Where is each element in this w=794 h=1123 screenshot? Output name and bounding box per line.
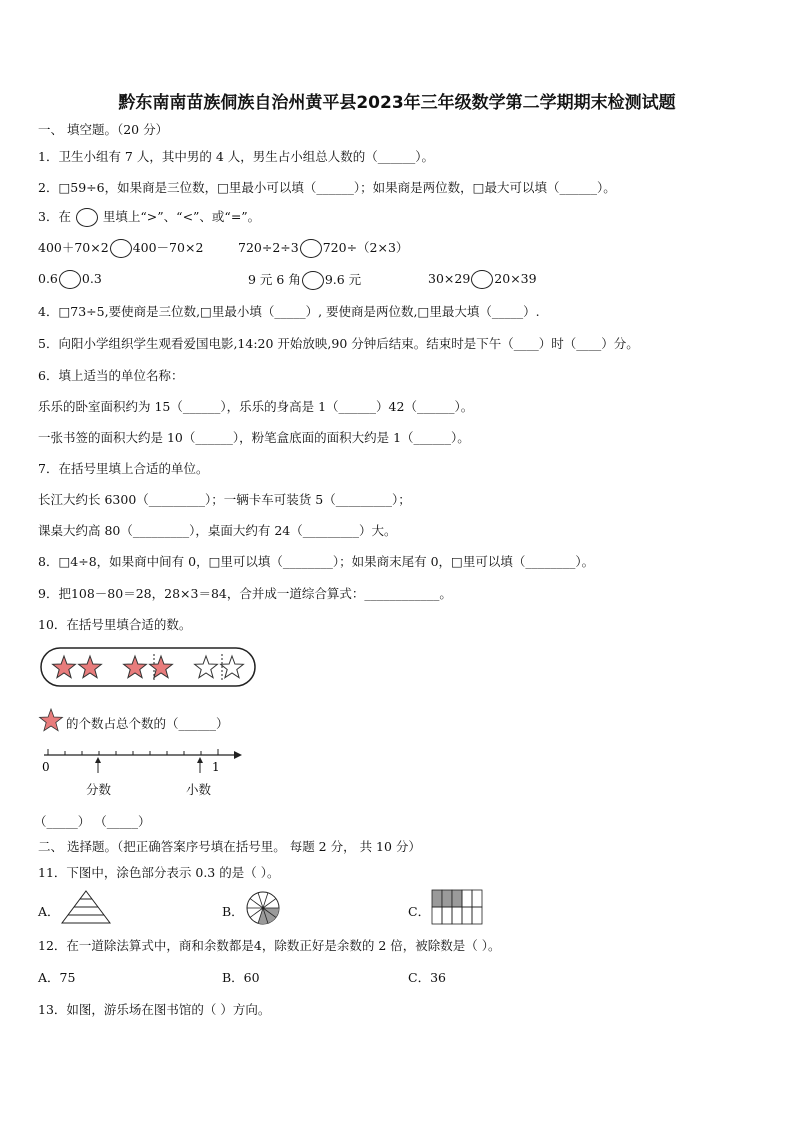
q11-option-b-label: B． xyxy=(222,904,244,919)
empty-star-icon xyxy=(195,656,218,678)
number-line-label-fraction: 分数 xyxy=(86,782,112,797)
number-line-one: 1 xyxy=(212,760,220,774)
question-12: 12．在一道除法算式中，商和余数都是4，除数正好是余数的 2 倍，被除数是（ ）。 xyxy=(38,938,501,953)
question-3-prefix: 3．在 xyxy=(38,209,71,224)
question-10: 10．在括号里填合适的数。 xyxy=(38,617,192,632)
q11-option-c-label: C． xyxy=(408,904,431,919)
q11-option-a-label: A． xyxy=(38,904,60,919)
compare-item-3: 0.6 0.3 xyxy=(38,270,102,289)
question-3 xyxy=(38,207,260,227)
question-7b: 课桌大约高 80（_________），桌面大约有 24（_________）大。 xyxy=(38,523,397,538)
question-3-suffix: 里填上“>”、“<”、或“=”。 xyxy=(102,209,261,224)
arrow-up-icon xyxy=(95,757,101,763)
star-icon xyxy=(38,708,64,734)
question-10-blanks: （_____） （_____） xyxy=(34,814,151,829)
question-6: 6．填上适当的单位名称： xyxy=(38,368,184,383)
question-9: 9．把108－80＝28，28×3＝84，合并成一道综合算式：____________。 xyxy=(38,586,452,601)
page-title: 黔东南南苗族侗族自治州黄平县2023年三年级数学第二学期期末检测试题 xyxy=(118,93,676,113)
filled-star-icon xyxy=(124,656,147,678)
question-7: 7．在括号里填上合适的单位。 xyxy=(38,461,209,476)
compare-item-2: 720÷2÷3 720÷（2×3） xyxy=(238,238,408,258)
compare-circle-icon xyxy=(76,208,98,227)
question-7a: 长江大约长 6300（_________）；一辆卡车可装货 5（_________）； xyxy=(38,492,411,507)
question-13: 13．如图，游乐场在图书馆的（ ）方向。 xyxy=(38,1002,271,1017)
filled-star-icon xyxy=(150,656,173,678)
grid-figure-icon xyxy=(430,888,486,928)
filled-star-icon xyxy=(53,656,76,678)
compare-circle-icon xyxy=(300,239,322,258)
arrow-up-icon xyxy=(197,757,203,763)
question-11: 11．下图中，涂色部分表示 0.3 的是（ ）。 xyxy=(38,865,280,880)
compare-circle-icon xyxy=(471,270,493,289)
section-1-heading: 一、 填空题。（20 分） xyxy=(38,122,169,137)
compare-circle-icon xyxy=(110,239,132,258)
compare-circle-icon xyxy=(302,271,324,290)
compare-circle-icon xyxy=(59,270,81,289)
question-1: 1．卫生小组有 7 人，其中男的 4 人，男生占小组总人数的（______）。 xyxy=(38,149,435,164)
number-line-label-decimal: 小数 xyxy=(186,782,212,797)
q12-option-b: B．60 xyxy=(222,970,260,985)
circle-figure-icon xyxy=(244,890,284,926)
triangle-figure-icon xyxy=(60,888,112,926)
question-5: 5．向阳小学组织学生观看爱国电影,14:20 开始放映,90 分钟后结束。结束时是下午（____）时（____）分。 xyxy=(38,336,639,351)
question-6a: 乐乐的卧室面积约为 15（______），乐乐的身高是 1（______）42（______）。 xyxy=(38,399,474,414)
question-6b: 一张书签的面积大约是 10（______），粉笔盒底面的面积大约是 1（______）。 xyxy=(38,430,470,445)
section-2-heading: 二、 选择题。（把正确答案序号填在括号里。 每题 2 分， 共 10 分） xyxy=(38,839,421,854)
question-10-star-text: 的个数占总个数的（______） xyxy=(66,716,229,731)
q12-option-a: A．75 xyxy=(38,970,76,985)
question-2: 2．□59÷6，如果商是三位数，□里最小可以填（______）；如果商是两位数，□最大可以填（______）。 xyxy=(38,180,616,195)
question-8: 8．□4÷8，如果商中间有 0，□里可以填（________）；如果商末尾有 0，□里可以填（________）。 xyxy=(38,554,595,569)
filled-star-icon xyxy=(79,656,102,678)
compare-item-1: 400＋70×2 400－70×2 xyxy=(38,238,203,258)
question-4: 4．□73÷5,要使商是三位数,□里最小填（_____）, 要使商是两位数,□里最大填（_____）. xyxy=(38,304,540,319)
empty-star-icon xyxy=(221,656,244,678)
number-line-zero: 0 xyxy=(42,760,50,774)
compare-item-5: 30×29 20×39 xyxy=(428,270,537,289)
star-group-box xyxy=(40,646,258,690)
q12-option-c: C．36 xyxy=(408,970,446,985)
compare-item-4: 9 元 6 角 9.6 元 xyxy=(248,270,361,290)
number-line xyxy=(38,745,248,805)
